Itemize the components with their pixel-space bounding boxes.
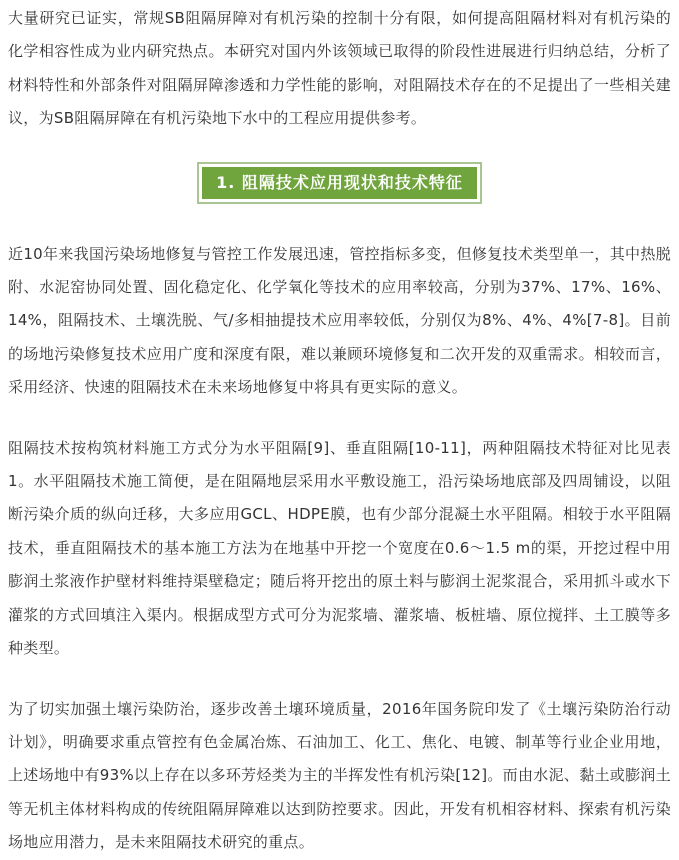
section-heading: 1. 阻隔技术应用现状和技术特征 [202, 167, 477, 199]
body-paragraph: 为了切实加强土壤污染防治，逐步改善土壤环境质量，2016年国务院印发了《土壤污染防治行动计划》，明确要求重点管控有色金属冶炼、石油加工、化工、焦化、电镀、制革等行业企业用地，上述场地中有93%以上存在以多环芳烃类为主的半挥发性有机污染[12]。而由水泥、黏土或膨润土等无机主体材料构成的传统阻隔屏障难以达到防控要求。因此，开发有机相容材料、探索有机污染场地应用潜力，是未来阻隔技术研究的重点。 [8, 699, 671, 852]
section-heading-frame [197, 162, 482, 204]
body-paragraph: 近10年来我国污染场地修复与管控工作发展迅速，管控指标多变，但修复技术类型单一，其中热脱附、水泥窑协同处置、固化稳定化、化学氧化等技术的应用率较高，分别为37%、17%、16%、14%，阻隔技术、土壤洗脱、气/多相抽提技术应用率较低，分别仅为8%、4%、4%[7-8]。目前的场地污染修复技术应用广度和深度有限，难以兼顾环境修复和二次开发的双重需求。相较而言，采用经济、快速的阻隔技术在未来场地修复中将具有更实际的意义。 [8, 244, 671, 397]
section-heading-container [8, 162, 671, 204]
intro-paragraph: 大量研究已证实，常规SB阻隔屏障对有机污染的控制十分有限，如何提高阻隔材料对有机污染的化学相容性成为业内研究热点。本研究对国内外该领域已取得的阶段性进展进行归纳总结，分析了材料特性和外部条件对阻隔屏障渗透和力学性能的影响，对阻隔技术存在的不足提出了一些相关建议，为SB阻隔屏障在有机污染地下水中的工程应用提供参考。 [8, 9, 671, 128]
body-paragraph: 阻隔技术按构筑材料施工方式分为水平阻隔[9]、垂直阻隔[10-11]，两种阻隔技术特征对比见表1。水平阻隔技术施工简便，是在阻隔地层采用水平敷设施工，沿污染场地底部及四周铺设，以阻断污染介质的纵向迁移，大多应用GCL、HDPE膜，也有少部分混凝土水平阻隔。相较于水平阻隔技术，垂直阻隔技术的基本施工方法为在地基中开挖一个宽度在0.6～1.5 m的渠，开挖过程中用膨润土浆液作护壁材料维持渠壁稳定；随后将开挖出的原土料与膨润土泥浆混合，采用抓斗或水下灌浆的方式回填注入渠内。根据成型方式可分为泥浆墙、灌浆墙、板桩墙、原位搅拌、土工膜等多种类型。 [8, 438, 671, 658]
